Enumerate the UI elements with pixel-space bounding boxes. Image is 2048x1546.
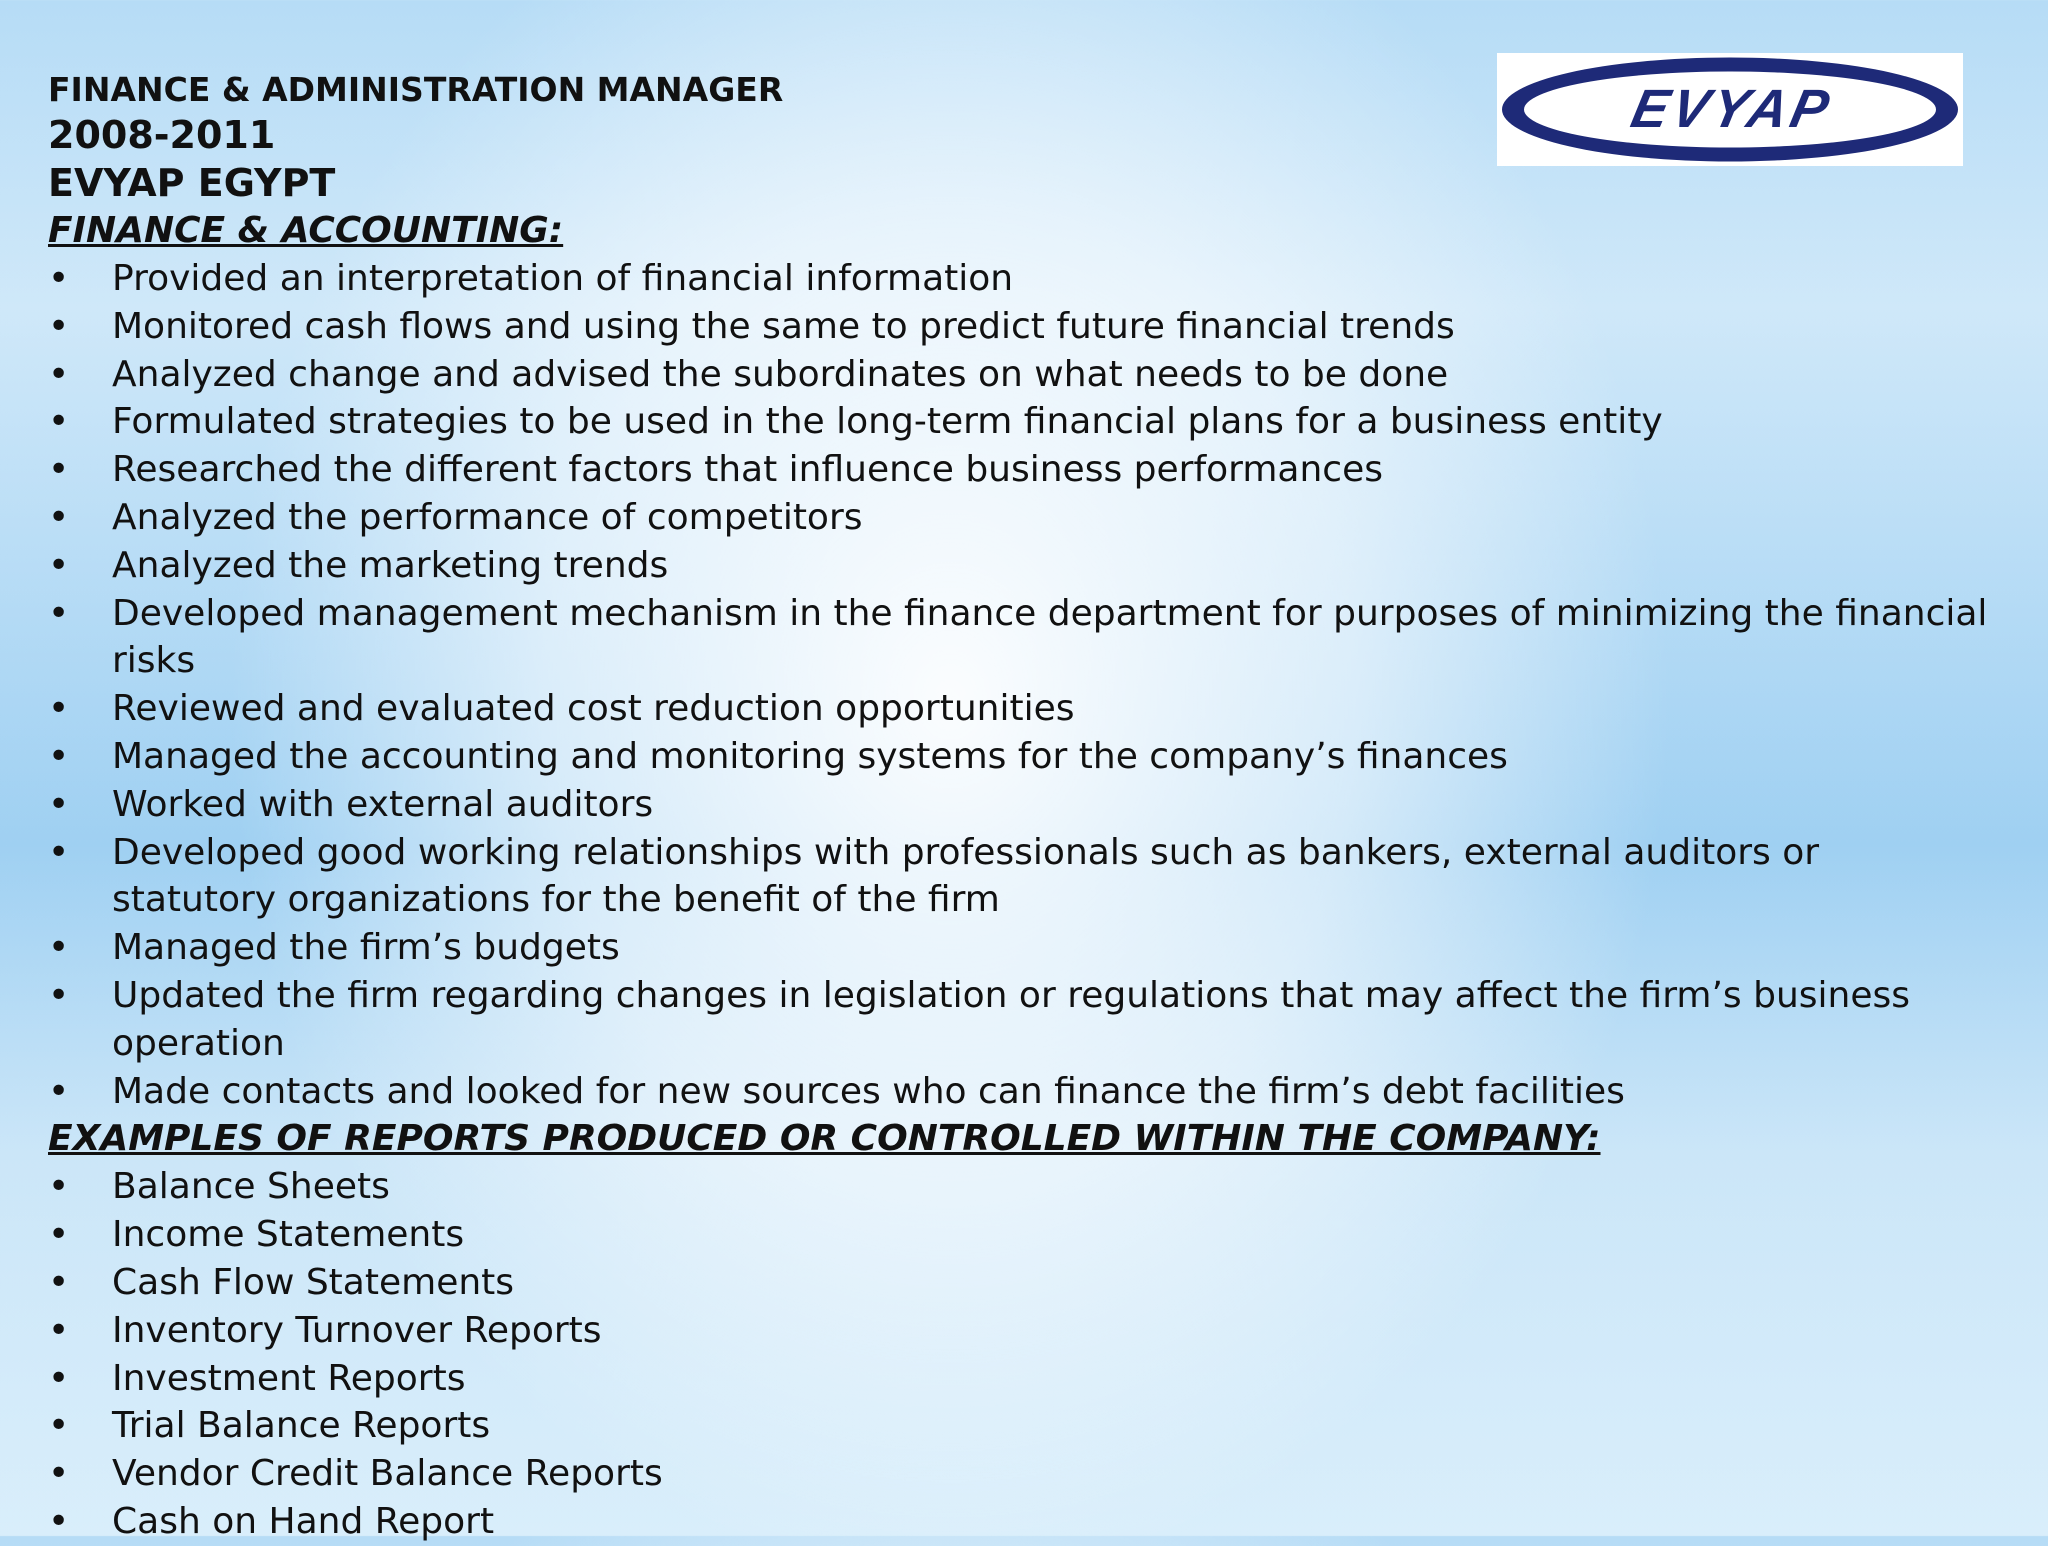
bullet-icon: • (48, 831, 70, 873)
company-name: EVYAP EGYPT (48, 161, 336, 205)
list-item: • Provided an interpretation of financial information (48, 255, 1988, 303)
bullet-icon: • (48, 1500, 70, 1542)
section-heading-reports: EXAMPLES OF REPORTS PRODUCED OR CONTROLLED WITHIN THE COMPANY: (48, 1118, 1601, 1160)
bullet-icon: • (48, 1309, 70, 1351)
bullet-icon: • (48, 1405, 70, 1447)
bullet-icon: • (48, 353, 70, 395)
bullet-icon: • (48, 592, 70, 634)
list-item: • Reviewed and evaluated cost reduction opportunities (48, 685, 1988, 733)
logo-text: EVYAP (1626, 78, 1839, 139)
reports-list (48, 1163, 1988, 1545)
job-title: FINANCE & ADMINISTRATION MANAGER (48, 70, 784, 109)
bullet-icon: • (48, 544, 70, 586)
list-item: • Developed good working relationships with professionals such as bankers, external auditors or statutory organizations for the benefit of the firm (48, 829, 1988, 925)
list-item: • Worked with external auditors (48, 781, 1988, 829)
list-item: • Analyzed the marketing trends (48, 542, 1988, 590)
bullet-icon: • (48, 1070, 70, 1112)
bullet-icon: • (48, 1357, 70, 1399)
bullet-icon: • (48, 1166, 70, 1208)
bullet-icon: • (48, 1261, 70, 1303)
list-item: • Analyzed the performance of competitors (48, 494, 1988, 542)
list-item: • Managed the accounting and monitoring systems for the company’s finances (48, 733, 1988, 781)
list-item: • Investment Reports (48, 1355, 1988, 1403)
list-item: • Cash on Hand Report (48, 1498, 1988, 1546)
list-item: • Balance Sheets (48, 1163, 1988, 1211)
list-item: • Developed management mechanism in the finance department for purposes of minimizing the financial risks (48, 590, 1988, 686)
bullet-icon: • (48, 735, 70, 777)
list-item: • Updated the firm regarding changes in legislation or regulations that may affect the firm’s business operation (48, 972, 1988, 1068)
list-item: • Inventory Turnover Reports (48, 1307, 1988, 1355)
list-item: • Monitored cash flows and using the same to predict future financial trends (48, 303, 1988, 351)
finance-duties-list (48, 255, 1988, 1115)
bullet-icon: • (48, 496, 70, 538)
bullet-icon: • (48, 305, 70, 347)
list-item: • Managed the firm’s budgets (48, 924, 1988, 972)
bullet-icon: • (48, 1214, 70, 1256)
bullet-icon: • (48, 1453, 70, 1495)
bullet-icon: • (48, 927, 70, 969)
bullet-icon: • (48, 974, 70, 1016)
bullet-icon: • (48, 688, 70, 730)
slide-content (48, 68, 1988, 1546)
list-item: • Made contacts and looked for new sources who can finance the firm’s debt facilities (48, 1068, 1988, 1116)
job-period: 2008-2011 (48, 113, 276, 157)
bullet-icon: • (48, 783, 70, 825)
list-item: • Cash Flow Statements (48, 1259, 1988, 1307)
bullet-icon: • (48, 449, 70, 491)
section-heading-finance: FINANCE & ACCOUNTING: (48, 210, 564, 251)
list-item: • Formulated strategies to be used in the long-term financial plans for a business entity (48, 398, 1988, 446)
bullet-icon: • (48, 401, 70, 443)
list-item: • Vendor Credit Balance Reports (48, 1450, 1988, 1498)
bullet-icon: • (48, 258, 70, 299)
list-item: • Researched the different factors that influence business performances (48, 446, 1988, 494)
list-item: • Trial Balance Reports (48, 1402, 1988, 1450)
list-item: • Income Statements (48, 1211, 1988, 1259)
list-item: • Analyzed change and advised the subordinates on what needs to be done (48, 351, 1988, 399)
